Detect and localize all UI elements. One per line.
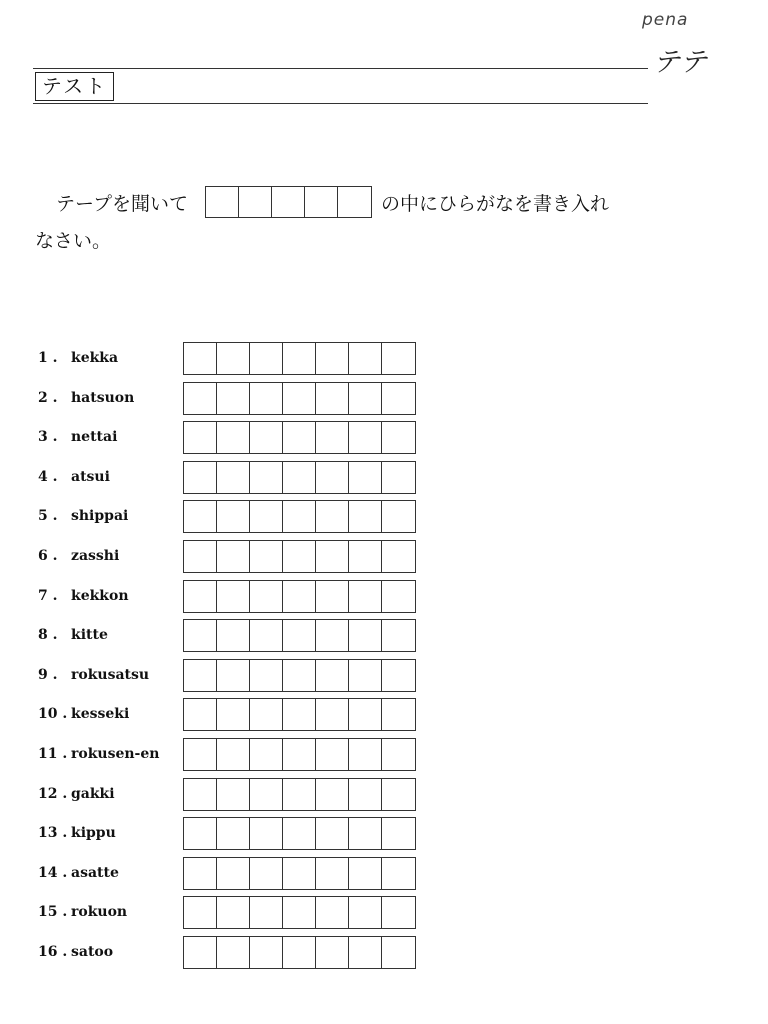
- item-romaji: satoo: [71, 944, 114, 960]
- item-number: 9 .: [38, 667, 58, 683]
- answer-cell[interactable]: [382, 383, 415, 414]
- answer-grid: [183, 778, 416, 811]
- answer-cell[interactable]: [316, 581, 349, 612]
- answer-cell[interactable]: [382, 501, 415, 532]
- answer-cell[interactable]: [316, 937, 349, 968]
- example-box-cell: [305, 187, 338, 217]
- answer-cell[interactable]: [250, 937, 283, 968]
- answer-cell[interactable]: [316, 501, 349, 532]
- exercise-item: [38, 382, 418, 415]
- answer-grid: [183, 659, 416, 692]
- item-romaji: rokusen-en: [71, 746, 160, 762]
- exercise-item: [38, 580, 418, 613]
- example-box-cell: [206, 187, 239, 217]
- answer-cell[interactable]: [382, 779, 415, 810]
- exercise-item: [38, 817, 418, 850]
- answer-cell[interactable]: [217, 462, 250, 493]
- answer-cell[interactable]: [283, 501, 316, 532]
- answer-cell[interactable]: [382, 897, 415, 928]
- item-number: 10 .: [38, 706, 68, 722]
- answer-cell[interactable]: [250, 383, 283, 414]
- answer-cell[interactable]: [349, 937, 382, 968]
- item-romaji: rokusatsu: [71, 667, 150, 683]
- answer-cell[interactable]: [184, 937, 217, 968]
- item-romaji: zasshi: [71, 548, 120, 564]
- item-romaji: kitte: [71, 627, 108, 643]
- answer-cell[interactable]: [184, 818, 217, 849]
- answer-cell[interactable]: [217, 581, 250, 612]
- answer-cell[interactable]: [283, 422, 316, 453]
- answer-cell[interactable]: [349, 660, 382, 691]
- answer-cell[interactable]: [217, 699, 250, 730]
- answer-cell[interactable]: [184, 620, 217, 651]
- answer-cell[interactable]: [349, 779, 382, 810]
- item-romaji: kekka: [71, 350, 119, 366]
- answer-cell[interactable]: [250, 541, 283, 572]
- answer-cell[interactable]: [250, 501, 283, 532]
- answer-cell[interactable]: [349, 818, 382, 849]
- instruction-example-boxes: [205, 186, 372, 218]
- answer-cell[interactable]: [283, 541, 316, 572]
- answer-cell[interactable]: [250, 343, 283, 374]
- answer-cell[interactable]: [349, 422, 382, 453]
- page-title: テスト: [35, 72, 114, 101]
- answer-cell[interactable]: [316, 699, 349, 730]
- answer-cell[interactable]: [349, 897, 382, 928]
- answer-cell[interactable]: [184, 501, 217, 532]
- answer-grid: [183, 461, 416, 494]
- example-box-cell: [272, 187, 305, 217]
- item-romaji: kesseki: [71, 706, 130, 722]
- item-number: 11 .: [38, 746, 68, 762]
- answer-cell[interactable]: [217, 660, 250, 691]
- answer-cell[interactable]: [283, 660, 316, 691]
- answer-cell[interactable]: [184, 422, 217, 453]
- exercise-item: [38, 857, 418, 890]
- item-number: 16 .: [38, 944, 68, 960]
- item-romaji: nettai: [71, 429, 118, 445]
- instruction-text-line2: なさい。: [35, 230, 112, 252]
- answer-cell[interactable]: [217, 383, 250, 414]
- answer-cell[interactable]: [316, 739, 349, 770]
- answer-cell[interactable]: [250, 422, 283, 453]
- answer-cell[interactable]: [382, 739, 415, 770]
- answer-cell[interactable]: [382, 858, 415, 889]
- item-romaji: asatte: [71, 865, 119, 881]
- answer-cell[interactable]: [217, 779, 250, 810]
- answer-cell[interactable]: [250, 462, 283, 493]
- answer-cell[interactable]: [250, 897, 283, 928]
- answer-cell[interactable]: [283, 937, 316, 968]
- answer-cell[interactable]: [283, 739, 316, 770]
- answer-cell[interactable]: [349, 699, 382, 730]
- example-box-cell: [239, 187, 272, 217]
- answer-grid: [183, 580, 416, 613]
- answer-cell[interactable]: [250, 699, 283, 730]
- answer-cell[interactable]: [349, 541, 382, 572]
- answer-cell[interactable]: [283, 462, 316, 493]
- answer-cell[interactable]: [283, 383, 316, 414]
- answer-grid: [183, 896, 416, 929]
- answer-cell[interactable]: [316, 858, 349, 889]
- answer-grid: [183, 540, 416, 573]
- answer-grid: [183, 698, 416, 731]
- handwritten-katakana: テテ: [653, 47, 707, 78]
- answer-cell[interactable]: [349, 343, 382, 374]
- answer-cell[interactable]: [316, 343, 349, 374]
- answer-grid: [183, 817, 416, 850]
- answer-cell[interactable]: [349, 858, 382, 889]
- answer-cell[interactable]: [217, 541, 250, 572]
- answer-cell[interactable]: [382, 818, 415, 849]
- answer-cell[interactable]: [184, 383, 217, 414]
- instruction-text-end: の中にひらがなを書き入れ: [381, 193, 610, 215]
- answer-cell[interactable]: [250, 660, 283, 691]
- answer-cell[interactable]: [382, 422, 415, 453]
- answer-cell[interactable]: [316, 462, 349, 493]
- instruction-text-start: テープを聞いて: [56, 193, 189, 215]
- item-number: 2 .: [38, 390, 58, 406]
- answer-cell[interactable]: [382, 581, 415, 612]
- answer-cell[interactable]: [283, 897, 316, 928]
- item-number: 4 .: [38, 469, 58, 485]
- answer-cell[interactable]: [184, 897, 217, 928]
- answer-cell[interactable]: [382, 937, 415, 968]
- exercise-item: [38, 778, 418, 811]
- exercise-item: [38, 540, 418, 573]
- answer-cell[interactable]: [349, 581, 382, 612]
- item-number: 12 .: [38, 786, 68, 802]
- answer-cell[interactable]: [250, 620, 283, 651]
- item-number: 14 .: [38, 865, 68, 881]
- answer-cell[interactable]: [184, 581, 217, 612]
- item-number: 7 .: [38, 588, 58, 604]
- answer-grid: [183, 382, 416, 415]
- answer-cell[interactable]: [250, 858, 283, 889]
- answer-cell[interactable]: [217, 620, 250, 651]
- item-romaji: kekkon: [71, 588, 129, 604]
- answer-cell[interactable]: [382, 660, 415, 691]
- answer-cell[interactable]: [217, 937, 250, 968]
- answer-cell[interactable]: [283, 343, 316, 374]
- answer-cell[interactable]: [382, 462, 415, 493]
- answer-cell[interactable]: [250, 581, 283, 612]
- item-number: 13 .: [38, 825, 68, 841]
- answer-cell[interactable]: [349, 462, 382, 493]
- handwritten-name: pena: [642, 10, 689, 30]
- item-romaji: rokuon: [71, 904, 128, 920]
- item-number: 15 .: [38, 904, 68, 920]
- example-box-cell: [338, 187, 371, 217]
- answer-cell[interactable]: [184, 343, 217, 374]
- answer-cell[interactable]: [283, 581, 316, 612]
- item-romaji: shippai: [71, 508, 129, 524]
- answer-cell[interactable]: [316, 660, 349, 691]
- exercise-item: [38, 936, 418, 969]
- item-number: 6 .: [38, 548, 58, 564]
- item-number: 5 .: [38, 508, 58, 524]
- item-romaji: atsui: [71, 469, 110, 485]
- answer-cell[interactable]: [184, 462, 217, 493]
- answer-cell[interactable]: [283, 818, 316, 849]
- exercise-item: [38, 500, 418, 533]
- answer-cell[interactable]: [217, 343, 250, 374]
- item-number: 8 .: [38, 627, 58, 643]
- answer-cell[interactable]: [250, 779, 283, 810]
- exercise-item: [38, 342, 418, 375]
- answer-cell[interactable]: [283, 779, 316, 810]
- exercise-item: [38, 421, 418, 454]
- answer-grid: [183, 738, 416, 771]
- answer-cell[interactable]: [217, 501, 250, 532]
- answer-cell[interactable]: [217, 858, 250, 889]
- answer-cell[interactable]: [316, 541, 349, 572]
- answer-cell[interactable]: [316, 422, 349, 453]
- answer-grid: [183, 857, 416, 890]
- answer-cell[interactable]: [349, 739, 382, 770]
- answer-cell[interactable]: [217, 897, 250, 928]
- answer-cell[interactable]: [250, 739, 283, 770]
- answer-cell[interactable]: [184, 660, 217, 691]
- answer-grid: [183, 500, 416, 533]
- answer-cell[interactable]: [316, 897, 349, 928]
- answer-cell[interactable]: [283, 620, 316, 651]
- exercise-item: [38, 461, 418, 494]
- answer-cell[interactable]: [382, 620, 415, 651]
- answer-cell[interactable]: [316, 779, 349, 810]
- answer-cell[interactable]: [184, 699, 217, 730]
- answer-cell[interactable]: [349, 620, 382, 651]
- item-number: 3 .: [38, 429, 58, 445]
- item-romaji: gakki: [71, 786, 115, 802]
- answer-cell[interactable]: [382, 541, 415, 572]
- answer-cell[interactable]: [382, 343, 415, 374]
- answer-grid: [183, 421, 416, 454]
- answer-cell[interactable]: [349, 383, 382, 414]
- answer-grid: [183, 936, 416, 969]
- answer-cell[interactable]: [349, 501, 382, 532]
- answer-grid: [183, 342, 416, 375]
- answer-cell[interactable]: [283, 858, 316, 889]
- answer-cell[interactable]: [217, 818, 250, 849]
- answer-cell[interactable]: [283, 699, 316, 730]
- exercise-item: [38, 619, 418, 652]
- answer-grid: [183, 619, 416, 652]
- exercise-item: [38, 659, 418, 692]
- answer-cell[interactable]: [217, 739, 250, 770]
- header-rule-top: [33, 68, 648, 69]
- answer-cell[interactable]: [382, 699, 415, 730]
- answer-cell[interactable]: [316, 818, 349, 849]
- answer-cell[interactable]: [184, 779, 217, 810]
- exercise-item: [38, 698, 418, 731]
- item-romaji: kippu: [71, 825, 116, 841]
- answer-cell[interactable]: [250, 818, 283, 849]
- answer-cell[interactable]: [217, 422, 250, 453]
- answer-cell[interactable]: [316, 383, 349, 414]
- answer-cell[interactable]: [316, 620, 349, 651]
- item-romaji: hatsuon: [71, 390, 135, 406]
- answer-cell[interactable]: [184, 541, 217, 572]
- answer-cell[interactable]: [184, 858, 217, 889]
- exercise-item: [38, 738, 418, 771]
- item-number: 1 .: [38, 350, 58, 366]
- answer-cell[interactable]: [184, 739, 217, 770]
- header-rule-bottom: [33, 103, 648, 104]
- exercise-item: [38, 896, 418, 929]
